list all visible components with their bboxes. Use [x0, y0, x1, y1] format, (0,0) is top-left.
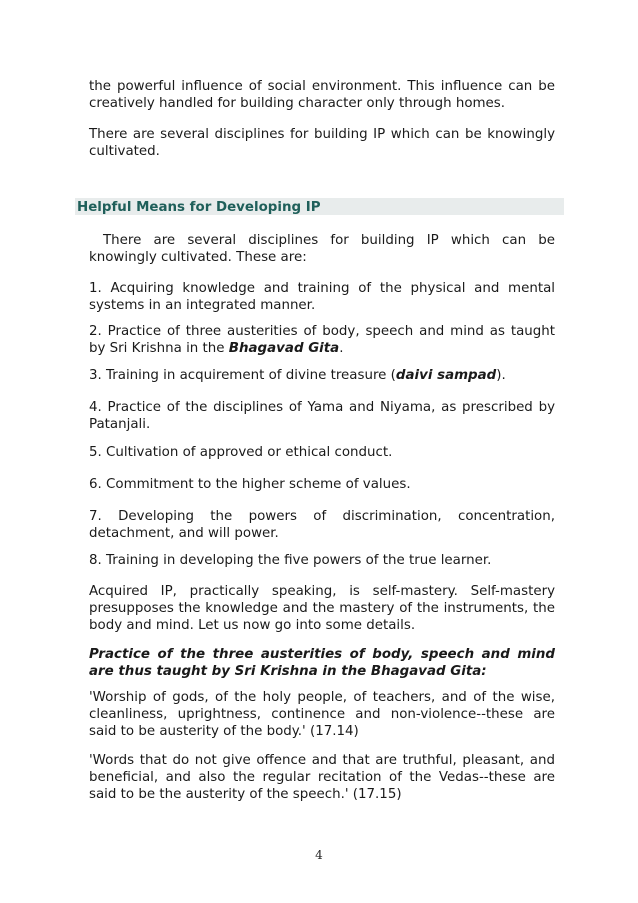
list-item-2 — [89, 323, 555, 357]
paragraph-austerities-intro: Practice of the three austerities of body, speech and mind are thus taught by Sri Krishna in the Bhagavad Gita: — [89, 647, 555, 679]
list-item-3-term: daivi sampad — [395, 368, 497, 383]
quote-austerity-body: 'Worship of gods, of the holy people, of teachers, and of the wise, cleanliness, uprightness, continence and non-violence--these are said to be austerity of the body.' (17.14) — [89, 690, 555, 739]
list-item-3-end: ). — [496, 368, 506, 383]
list-item-8: 8. Training in developing the five powers of the true learner. — [89, 553, 492, 568]
list-item-6: 6. Commitment to the higher scheme of values. — [89, 477, 411, 492]
paragraph-disciplines-intro: There are several disciplines for building IP which can be knowingly cultivated. — [89, 127, 555, 159]
list-item-2-text: 2. Practice of three austerities of body, speech and mind as taught by Sri Krishna in the — [89, 324, 555, 356]
list-item-2-book-title: Bhagavad Gita — [228, 341, 340, 356]
paragraph-social-environment: the powerful influence of social environment. This influence can be creatively handled for building character only through homes. — [89, 79, 555, 111]
list-item-4: 4. Practice of the disciplines of Yama and Niyama, as prescribed by Patanjali. — [89, 400, 555, 432]
list-item-7: 7. Developing the powers of discrimination, concentration, detachment, and will power. — [89, 509, 555, 541]
list-item-1: 1. Acquiring knowledge and training of the physical and mental systems in an integrated manner. — [89, 281, 555, 313]
list-item-5: 5. Cultivation of approved or ethical conduct. — [89, 445, 393, 460]
paragraph-disciplines-list-intro: There are several disciplines for building IP which can be knowingly cultivated. These are: — [89, 233, 555, 265]
paragraph-self-mastery: Acquired IP, practically speaking, is self-mastery. Self-mastery presupposes the knowledge and the mastery of the instruments, the body and mind. Let us now go into some details. — [89, 584, 555, 633]
list-item-2-end: . — [339, 341, 344, 356]
section-heading: Helpful Means for Developing IP — [77, 200, 321, 215]
list-item-3-text: 3. Training in acquirement of divine treasure ( — [89, 368, 396, 383]
page-number: 4 — [315, 848, 323, 862]
list-item-3 — [89, 367, 555, 384]
quote-austerity-speech: 'Words that do not give offence and that are truthful, pleasant, and beneficial, and also the regular recitation of the Vedas--these are said to be the austerity of the speech.' (17.15) — [89, 753, 555, 802]
